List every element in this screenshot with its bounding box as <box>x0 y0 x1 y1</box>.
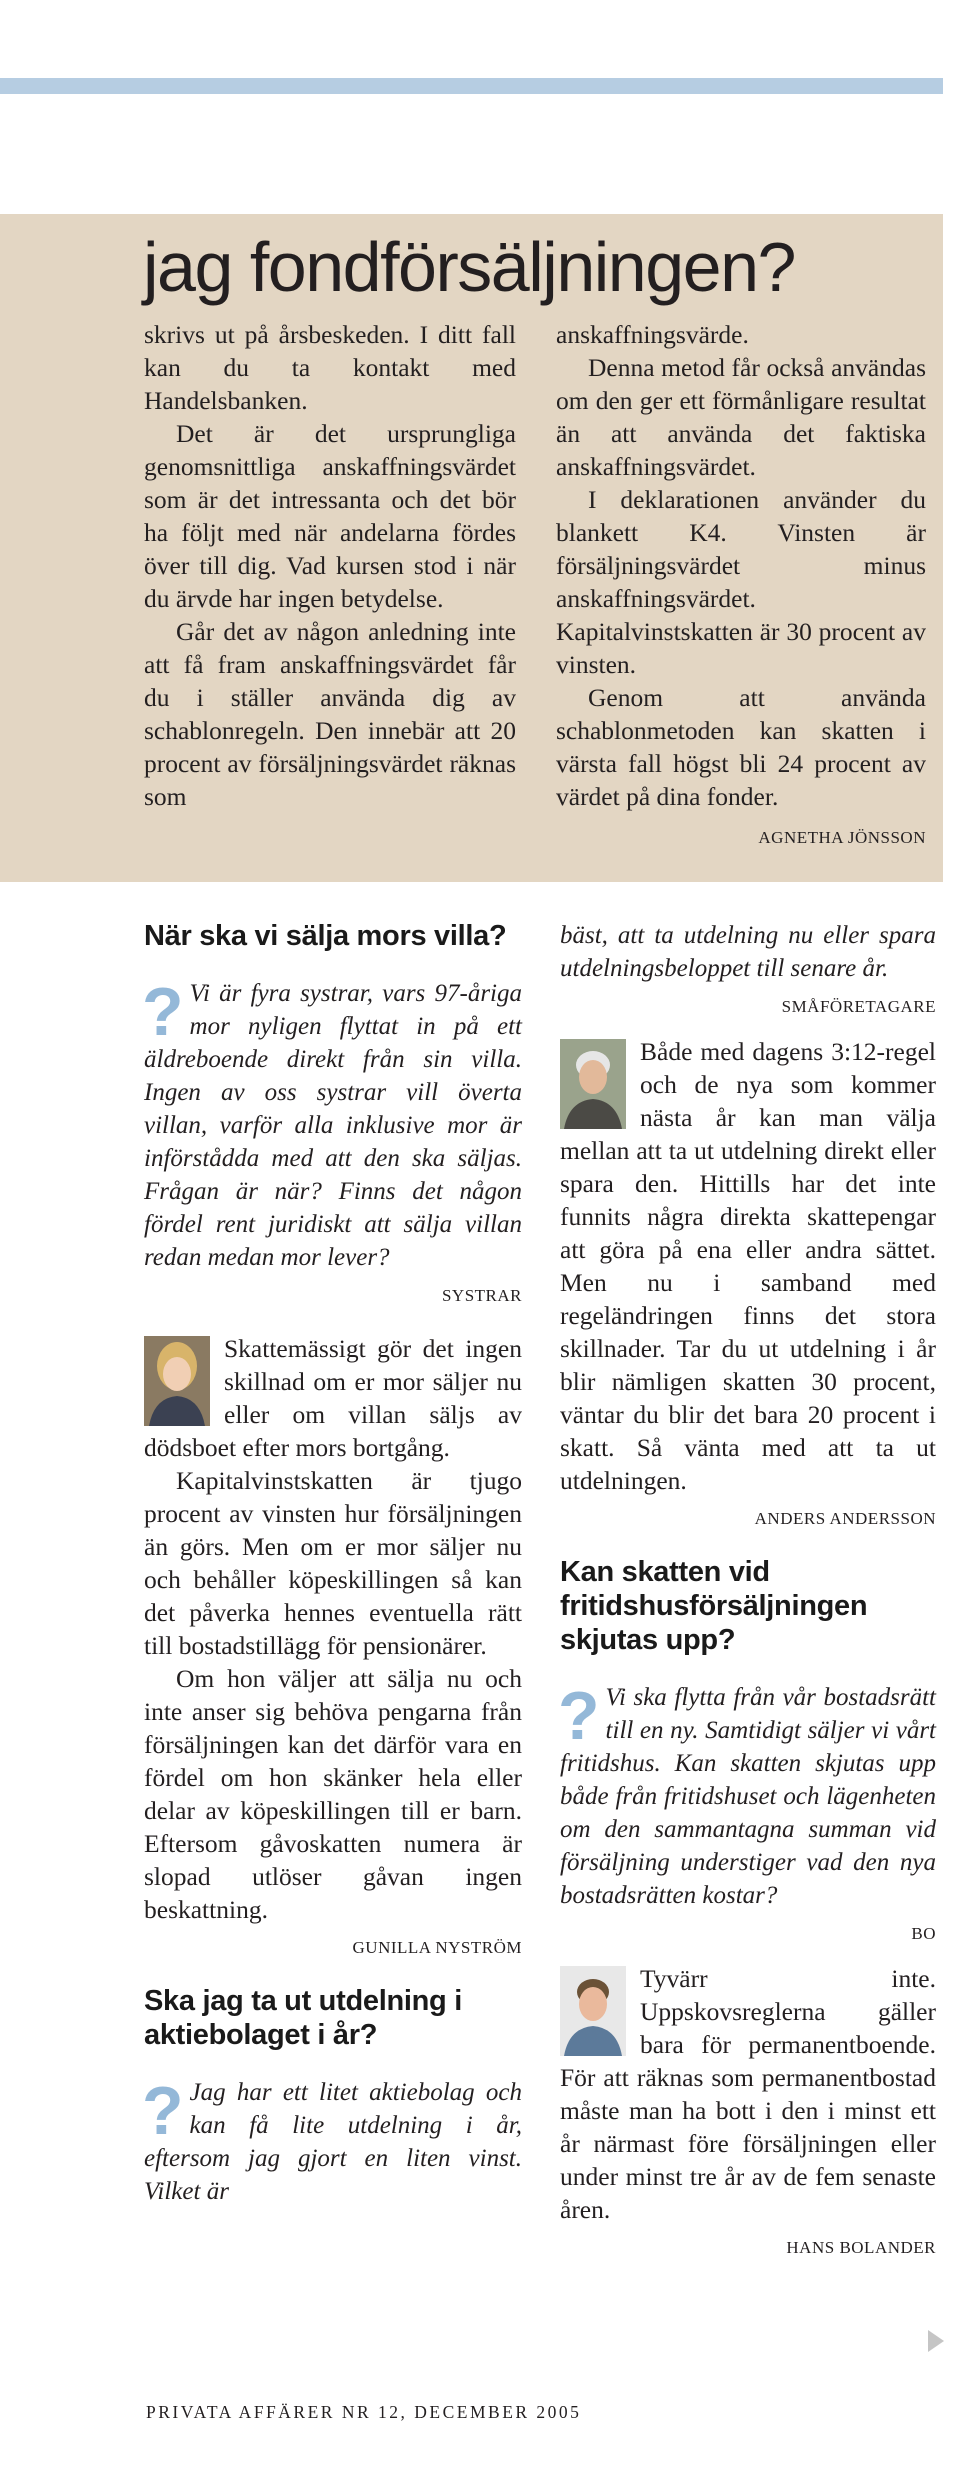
qa-column-left <box>144 919 522 2208</box>
intro-column-1 <box>144 318 516 813</box>
qa2-question-continued: bäst, att ta utdelning nu eller spara utdelningsbeloppet till senare år. <box>560 922 936 982</box>
intro-paragraph: anskaffningsvärde. <box>556 320 749 349</box>
qa2-question-text-part1: Jag har ett litet aktiebolag och kan få lite utdelning i år, eftersom jag gjort en liten vinst. Vilket är <box>144 2079 522 2205</box>
continue-arrow-icon <box>928 2330 944 2352</box>
qa1-answer <box>144 1332 522 1464</box>
qa1-answer-paragraph: Kapitalvinstskatten är tjugo procent av vinsten hur försäljningen än görs. Men om er mor säljer nu och behåller köpeskillingen så kan det påverka hennes eventuella rätt till bostadstillägg för pensionärer. <box>144 1466 522 1660</box>
expert-portrait-hans <box>560 1966 626 2056</box>
qa2-question <box>142 2073 522 2208</box>
qa2-expert: ANDERS ANDERSSON <box>754 1509 936 1528</box>
top-accent-bar <box>0 78 943 94</box>
intro-paragraph: skrivs ut på årsbeskeden. I ditt fall kan du ta kontakt med Handelsbanken. <box>144 320 516 415</box>
qa2-answer <box>560 1035 936 1497</box>
intro-paragraph: Det är det ursprungliga genomsnittliga anskaffningsvärdet som är det intressanta och det bör ha följt med när andelarna fördes över till dig. Vad kursen stod i när du ärvde har ingen betydelse. <box>144 419 516 613</box>
expert-portrait-gunilla <box>144 1336 210 1426</box>
qa3-answer <box>560 1962 936 2226</box>
qa3-heading: Kan skatten vid fritidshusförsäljningen skjutas upp? <box>560 1556 868 1656</box>
qa1-answer-paragraph: Om hon väljer att sälja nu och inte anser sig behöva pengarna från försäljningen kan det därför vara en fördel om hon skänker hela eller delar av köpeskillingen till er barn. Eftersom gåvoskatten numera är slopad utlöser gåvan ingen beskattning. <box>144 1664 522 1924</box>
qa1-question <box>142 974 522 1274</box>
qa1-answer-text: Skattemässigt gör det ingen skillnad om er mor säljer nu eller om villan säljs av dödsboet efter mors bortgång. <box>144 1334 522 1462</box>
intro-paragraph: Denna metod får också användas om den ger ett förmånligare resultat än att använda det faktiska anskaffningsvärdet. <box>556 353 926 481</box>
question-mark-icon: ? <box>558 1678 600 1754</box>
intro-paragraph: I deklarationen använder du blankett K4. Vinsten är försäljningsvärdet minus anskaffningsvärdet. Kapitalvinstskatten är 30 procent av vinsten. <box>556 485 926 679</box>
qa-column-right <box>560 919 936 2258</box>
qa1-question-text: Vi är fyra systrar, vars 97-åriga mor nyligen flyttat in på ett äldreboende direkt från sin villa. Ingen av oss systrar vill överta villan, varför alla inklusive mor är införstådda med att den ska säljas. Frågan är när? Finns det någon fördel rent juridiskt att sälja villan redan medan mor lever? <box>144 980 522 1271</box>
qa2-asker: SMÅFÖRETAGARE <box>781 997 936 1016</box>
intro-column-2 <box>556 318 926 854</box>
qa3-asker: BO <box>911 1924 936 1943</box>
intro-paragraph: Genom att använda schablonmetoden kan skatten i värsta fall högst bli 24 procent av värdet på dina fonder. <box>556 683 926 811</box>
intro-signature: AGNETHA JÖNSSON <box>758 828 926 847</box>
question-mark-icon: ? <box>142 974 184 1050</box>
article-headline: jag fondförsäljningen? <box>143 228 795 306</box>
intro-paragraph: Går det av någon anledning inte att få fram anskaffningsvärdet får du i ställer använda dig av schablonregeln. Den innebär att 20 procent av försäljningsvärdet räknas som <box>144 617 516 811</box>
qa3-answer-text: Tyvärr inte. Uppskovsreglerna gäller bara för permanentboende. För att räknas som permanentbostad måste man ha bott i den i minst ett år närmast före försäljningen eller under minst tre år av de fem senaste åren. <box>560 1964 936 2224</box>
question-mark-icon: ? <box>142 2073 184 2149</box>
qa3-question <box>558 1678 936 1912</box>
qa3-expert: HANS BOLANDER <box>786 2238 936 2257</box>
qa1-asker: SYSTRAR <box>441 1286 522 1305</box>
page-footer: PRIVATA AFFÄRER NR 12, DECEMBER 2005 <box>146 2402 582 2422</box>
qa3-question-text: Vi ska flytta från vår bostadsrätt till en ny. Samtidigt säljer vi vårt fritidshus. Kan skatten skjutas upp både från fritidshuset och lägenheten om den sammantagna summan vid försäljning understiger vad den nya bostadsrätten kostar? <box>560 1684 936 1909</box>
qa1-heading: När ska vi sälja mors villa? <box>144 920 507 952</box>
qa2-answer-text: Både med dagens 3:12-regel och de nya som kommer nästa år kan man välja mellan att ta ut utdelning direkt eller spara den. Hittills har det inte funnits några direkta skattepengar att göra på ena eller andra sättet. Men nu i samband med regeländringen finns det stora skillnader. Tar du ut utdelning i år blir nämligen skatten 30 procent, väntar du blir det bara 20 procent i skatt. Så vänta med att ta ut utdelningen. <box>560 1037 936 1495</box>
expert-portrait-anders <box>560 1039 626 1129</box>
qa1-expert: GUNILLA NYSTRÖM <box>352 1938 522 1957</box>
qa2-heading: Ska jag ta ut utdelning i aktiebolaget i år? <box>144 1985 462 2051</box>
